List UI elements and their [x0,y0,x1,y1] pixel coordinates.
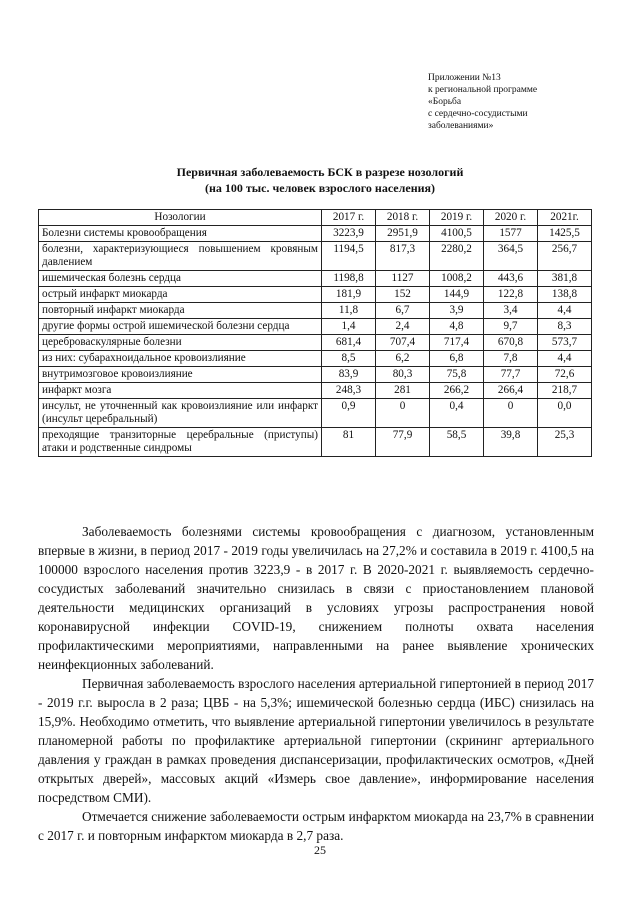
value-cell: 122,8 [484,287,538,303]
paragraph: Отмечается снижение заболеваемости острым инфарктом миокарда на 23,7% в сравнении с 2017 г. и повторным инфарктом миокарда в 2,7 раза. [38,809,594,843]
table-row [39,399,592,428]
appendix-line: с сердечно-сосудистыми [428,109,528,119]
value-cell: 11,8 [322,303,376,319]
value-cell: 256,7 [538,242,592,271]
header-nosology: Нозологии [39,210,322,226]
value-cell: 2280,2 [430,242,484,271]
paragraph: Заболеваемость болезнями системы кровообращения с диагнозом, установленным впервые в жизни, в период 2017 - 2019 годы увеличилась на 27,2% и составила в 2019 г. 4100,5 на 100000 взрослого населения против 3223,9 - в 2017 г. В 2020-2021 г. выявляемость сердечно-сосудистых заболеваний значительно снизилась в связи с приостановлением плановой деятельности медицинских организаций в условиях угрозы распространения новой коронавирусной инфекции COVID-19, снижением полноты охвата населения профилактическими мероприятиями, направленными на ранее выявление хронических неинфекционных заболеваний. [38,524,594,672]
value-cell: 58,5 [430,428,484,457]
nosology-cell: острый инфаркт миокарда [39,287,322,303]
value-cell: 0,4 [430,399,484,428]
value-cell: 4100,5 [430,226,484,242]
value-cell: 573,7 [538,335,592,351]
value-cell: 72,6 [538,367,592,383]
nosology-cell: болезни, характеризующиеся повышением кровяным давлением [39,242,322,271]
value-cell: 7,8 [484,351,538,367]
table-title-line1: Первичная заболеваемость БСК в разрезе нозологий [176,165,464,179]
value-cell: 364,5 [484,242,538,271]
value-cell: 9,7 [484,319,538,335]
nosology-cell: другие формы острой ишемической болезни сердца [39,319,322,335]
nosology-cell: из них: субарахноидальное кровоизлияние [39,351,322,367]
table-row [39,287,592,303]
value-cell: 6,7 [376,303,430,319]
header-2017: 2017 г. [322,210,376,226]
value-cell: 25,3 [538,428,592,457]
table-row [39,242,592,271]
value-cell: 8,5 [322,351,376,367]
value-cell: 80,3 [376,367,430,383]
body-text [38,522,594,845]
appendix-line: заболеваниями» [428,121,494,131]
value-cell: 1577 [484,226,538,242]
value-cell: 0,9 [322,399,376,428]
header-2021: 2021г. [538,210,592,226]
nosology-cell: повторный инфаркт миокарда [39,303,322,319]
value-cell: 181,9 [322,287,376,303]
value-cell: 1198,8 [322,271,376,287]
value-cell: 6,8 [430,351,484,367]
value-cell: 1425,5 [538,226,592,242]
value-cell: 0,0 [538,399,592,428]
table-row [39,367,592,383]
value-cell: 248,3 [322,383,376,399]
value-cell: 670,8 [484,335,538,351]
table-title-line2: (на 100 тыс. человек взрослого населения) [204,181,436,195]
nosology-cell: Болезни системы кровообращения [39,226,322,242]
table-row [39,383,592,399]
value-cell: 77,9 [376,428,430,457]
value-cell: 81 [322,428,376,457]
morbidity-table [38,209,592,457]
value-cell: 2,4 [376,319,430,335]
nosology-cell: ишемическая болезнь сердца [39,271,322,287]
value-cell: 707,4 [376,335,430,351]
value-cell: 1127 [376,271,430,287]
value-cell: 152 [376,287,430,303]
value-cell: 717,4 [430,335,484,351]
table-row [39,226,592,242]
value-cell: 1194,5 [322,242,376,271]
nosology-cell: цереброваскулярные болезни [39,335,322,351]
table-header-row [39,210,592,226]
appendix-line: к региональной программе [428,85,538,95]
value-cell: 83,9 [322,367,376,383]
header-2020: 2020 г. [484,210,538,226]
value-cell: 144,9 [430,287,484,303]
value-cell: 3223,9 [322,226,376,242]
value-cell: 39,8 [484,428,538,457]
value-cell: 3,9 [430,303,484,319]
nosology-cell: преходящие транзиторные церебральные (приступы) атаки и родственные синдромы [39,428,322,457]
value-cell: 1008,2 [430,271,484,287]
value-cell: 381,8 [538,271,592,287]
header-2019: 2019 г. [430,210,484,226]
value-cell: 0 [376,399,430,428]
value-cell: 0 [484,399,538,428]
appendix-line: Приложении №13 [428,73,501,83]
value-cell: 6,2 [376,351,430,367]
nosology-cell: инфаркт мозга [39,383,322,399]
nosology-cell: внутримозговое кровоизлияние [39,367,322,383]
value-cell: 681,4 [322,335,376,351]
value-cell: 4,8 [430,319,484,335]
value-cell: 75,8 [430,367,484,383]
value-cell: 1,4 [322,319,376,335]
value-cell: 443,6 [484,271,538,287]
paragraph: Первичная заболеваемость взрослого населения артериальной гипертонией в период 2017 - 2019 г.г. выросла в 2 раза; ЦВБ - на 5,3%; ишемической болезнью сердца (ИБС) снизилась на 15,9%. Необходимо отметить, что выявление артериальной гипертонии увеличилось в результате планомерной работы по профилактике артериальной гипертонии (скрининг артериального давления у граждан в рамках проведения диспансеризации, профилактических осмотров, «Дней открытых дверей», массовых акций «Измерь свое давление», информирование населения посредством СМИ). [38,676,594,805]
value-cell: 8,3 [538,319,592,335]
value-cell: 138,8 [538,287,592,303]
page-number: 25 [314,843,326,857]
value-cell: 77,7 [484,367,538,383]
appendix-note [428,72,628,132]
value-cell: 817,3 [376,242,430,271]
table-row [39,428,592,457]
table-row [39,303,592,319]
table-title [60,164,580,196]
nosology-cell: инсульт, не уточненный как кровоизлияние или инфаркт (инсульт церебральный) [39,399,322,428]
table-row [39,319,592,335]
value-cell: 3,4 [484,303,538,319]
value-cell: 281 [376,383,430,399]
table-row [39,271,592,287]
table-row [39,351,592,367]
value-cell: 266,4 [484,383,538,399]
value-cell: 4,4 [538,351,592,367]
table-row [39,335,592,351]
value-cell: 218,7 [538,383,592,399]
header-2018: 2018 г. [376,210,430,226]
value-cell: 2951,9 [376,226,430,242]
appendix-line: «Борьба [428,97,462,107]
value-cell: 266,2 [430,383,484,399]
value-cell: 4,4 [538,303,592,319]
